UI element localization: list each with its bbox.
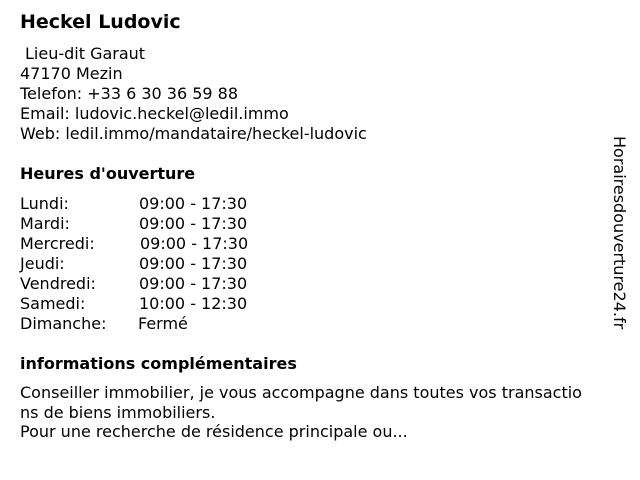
time-range: 10:00 - 12:30: [139, 294, 248, 313]
info-line: Pour une recherche de résidence principale ou...: [20, 422, 408, 441]
watermark-text: Horairesdouverture24.fr: [610, 136, 629, 330]
info-line: Conseiller immobilier, je vous accompagne dans toutes vos transactio: [20, 383, 582, 402]
hours-row-sunday: [20, 314, 280, 334]
opening-hours-heading: Heures d'ouverture: [20, 164, 196, 183]
day-label: Samedi:: [20, 294, 86, 313]
time-range: 09:00 - 17:30: [139, 274, 248, 293]
time-range: 09:00 - 17:30: [140, 234, 249, 253]
time-range: 09:00 - 17:30: [139, 254, 248, 273]
day-label: Mercredi:: [20, 234, 95, 253]
time-range: 09:00 - 17:30: [139, 194, 248, 213]
hours-row-friday: [20, 274, 280, 294]
phone-line: Telefon: +33 6 30 36 59 88: [20, 84, 239, 103]
closed-label: Fermé: [138, 314, 188, 333]
day-label: Lundi:: [20, 194, 69, 213]
day-label: Dimanche:: [20, 314, 107, 333]
day-label: Mardi:: [20, 214, 70, 233]
hours-row-tuesday: [20, 214, 280, 234]
hours-row-thursday: [20, 254, 280, 274]
web-line: Web: ledil.immo/mandataire/heckel-ludovic: [20, 124, 367, 143]
street-address: Lieu-dit Garaut: [25, 44, 146, 63]
additional-info-text: [20, 383, 630, 442]
hours-row-saturday: [20, 294, 280, 314]
info-line: ns de biens immobiliers.: [20, 402, 216, 422]
day-label: Vendredi:: [20, 274, 96, 293]
time-range: 09:00 - 17:30: [139, 214, 248, 233]
day-label: Jeudi:: [20, 254, 65, 273]
site-watermark: [610, 136, 634, 346]
hours-row-monday: [20, 194, 280, 214]
email-line: Email: ludovic.heckel@ledil.immo: [20, 104, 289, 123]
business-name: Heckel Ludovic: [20, 11, 181, 33]
contact-block: [20, 44, 367, 144]
opening-hours-table: [20, 194, 280, 334]
city-postcode: 47170 Mezin: [20, 64, 123, 83]
additional-info-heading: informations complémentaires: [20, 354, 297, 373]
hours-row-wednesday: [20, 234, 280, 254]
